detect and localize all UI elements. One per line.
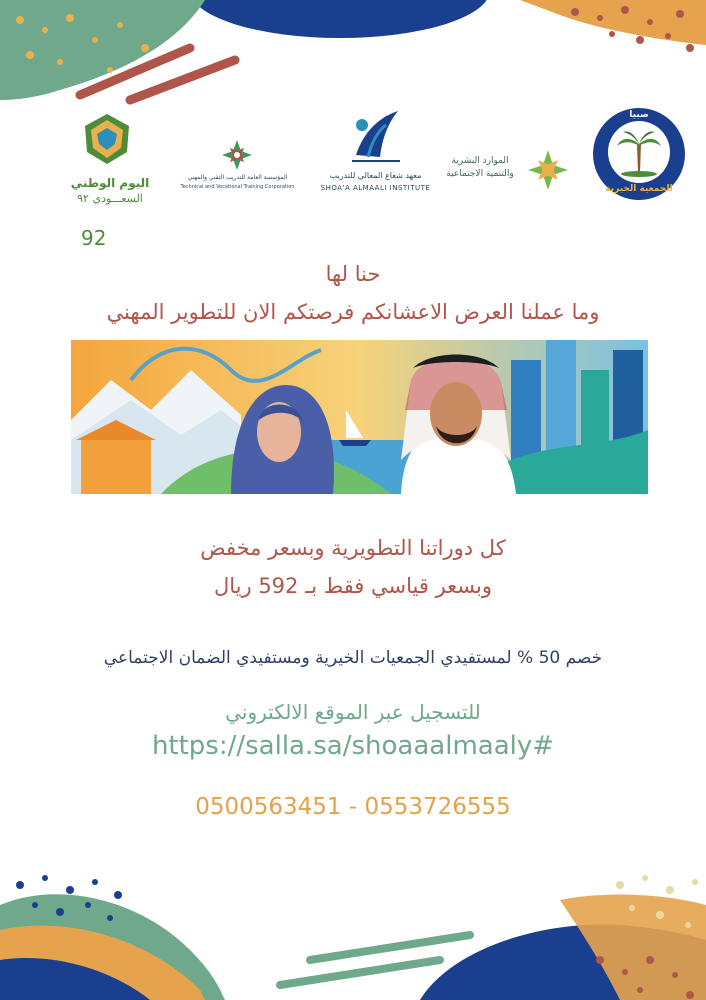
hrsd-line2: والتنمية الاجتماعية (446, 169, 514, 179)
charity-top-label: صبيا (629, 110, 649, 120)
offer-line1: كل دوراتنا التطويرية وبسعر مخفض (200, 536, 506, 560)
national-day-title: اليوم الوطني (70, 176, 150, 190)
offer-line2: وبسعر قياسي فقط بـ 592 ريال (213, 574, 493, 598)
headline-line1: حنا لها (325, 262, 381, 286)
register-label: للتسجيل عبر الموقع الالكتروني (225, 700, 481, 724)
hero-illustration (71, 340, 648, 494)
tvtc-logo (180, 138, 295, 198)
charity-bottom-label: الجمعية الخيرية (605, 184, 673, 194)
register-url[interactable]: https://salla.sa/shoaaalmaaly# (151, 731, 555, 761)
shoaa-english-name: SHOA'A ALMAALI INSTITUTE (320, 184, 431, 192)
discount-text: خصم 50 % لمستفيدي الجمعيات الخيرية ومستفيدي الضمان الاجتماعي (103, 648, 603, 668)
hrsd-logo (440, 148, 575, 193)
charity-logo (591, 106, 687, 202)
tvtc-arabic-name: المؤسسة العامة للتدريب التقني والمهني (187, 174, 288, 181)
national-day-subtitle: السعـــودي ٩٢ (77, 192, 143, 205)
shoaa-logo (318, 105, 433, 200)
shoaa-emblem-icon (346, 105, 406, 167)
national-day-logo (55, 108, 165, 208)
tvtc-english-name: Technical and Vocational Training Corporation (180, 184, 295, 190)
badge-92: 92 (81, 226, 107, 250)
shoaa-arabic-name: معهد شعاع المعالي للتدريب (329, 171, 422, 180)
phone-numbers: 0500563451 - 0553726555 (195, 794, 511, 820)
tvtc-star-icon (220, 138, 254, 172)
national-day-emblem-icon (77, 108, 137, 168)
headline-line2: وما عملنا العرض الاعشانكم فرصتكم الان للتطوير المهني (106, 300, 600, 324)
hrsd-star-icon (524, 148, 572, 192)
hrsd-line1: الموارد البشرية (451, 156, 509, 166)
